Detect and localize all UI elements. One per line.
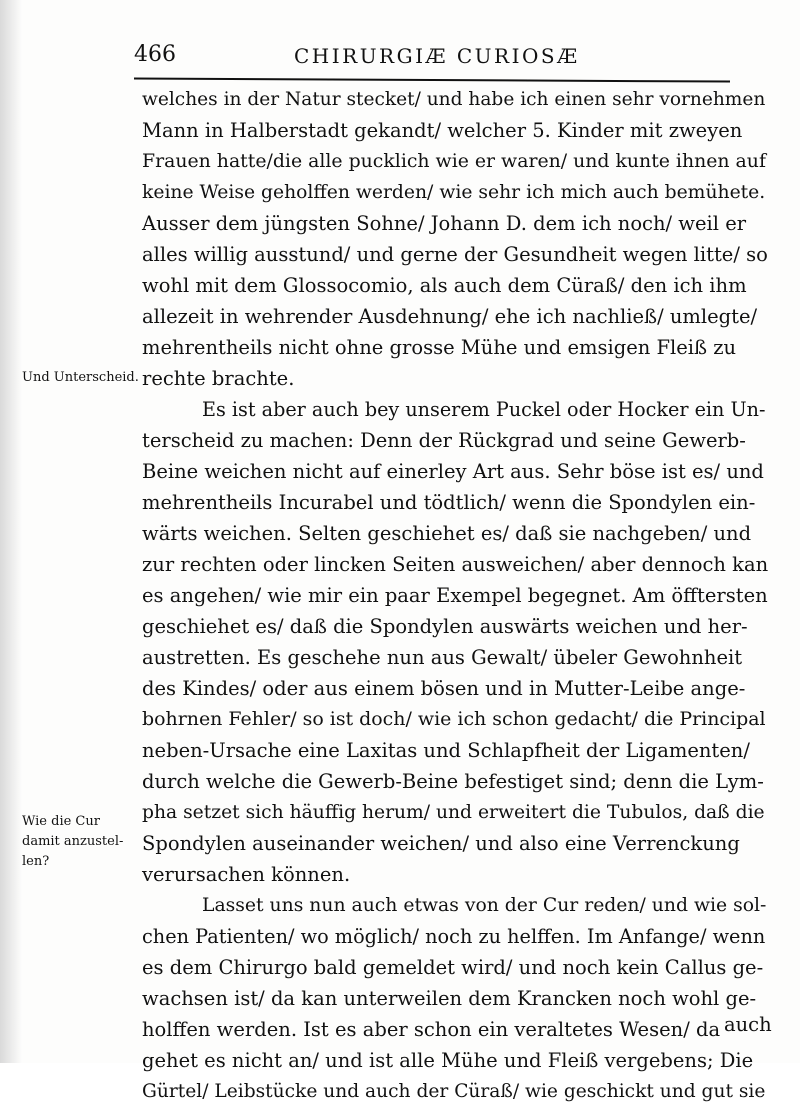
- text-line: des Kindes/ oder aus einem bösen und in Mutter-Leibe ange-: [142, 677, 746, 700]
- text-line: durch welche die Gewerb-Beine befestiget sind; denn die Lym-: [142, 770, 764, 793]
- text-line: Beine weichen nicht auf einerley Art aus. Sehr böse ist es/ und: [142, 460, 764, 483]
- text-line: mehrentheils Incurabel und tödtlich/ wenn die Spondylen ein-: [142, 491, 756, 514]
- margin-note: [22, 368, 140, 388]
- text-line: pha setzet sich häuffig herum/ und erweitert die Tubulos, daß die: [142, 802, 765, 823]
- text-line: Spondylen auseinander weichen/ und also eine Verrenckung: [142, 832, 740, 855]
- text-line: wachsen ist/ da kan unterweilen dem Krancken noch wohl ge-: [142, 987, 757, 1010]
- text-line: Gürtel/ Leibstücke und auch der Cüraß/ wie geschickt und gut sie: [142, 1081, 766, 1102]
- margin-note: [22, 812, 140, 872]
- text-line: rechte brachte.: [142, 367, 295, 390]
- margin-note-line: Und Unterscheid.: [22, 370, 139, 385]
- text-line: Ausser dem jüngsten Sohne/ Johann D. dem ich noch/ weil er: [142, 212, 747, 235]
- text-line: Frauen hatte/die alle pucklich wie er waren/ und kunte ihnen auf: [142, 150, 766, 172]
- text-line: allezeit in wehrender Ausdehnung/ ehe ich nachließ/ umlegte/: [142, 305, 758, 328]
- text-line: chen Patienten/ wo möglich/ noch zu helffen. Im Anfange/ wenn: [142, 925, 766, 948]
- margin-note-line: len?: [22, 854, 50, 869]
- text-line: zur rechten oder lincken Seiten ausweichen/ aber dennoch kan: [142, 553, 769, 576]
- page-header: [134, 38, 734, 78]
- text-line: holffen werden. Ist es aber schon ein veraltetes Wesen/ da: [142, 1018, 721, 1041]
- text-line: mehrentheils nicht ohne grosse Mühe und emsigen Fleiß zu: [142, 336, 737, 359]
- catchword: auch: [724, 1013, 772, 1036]
- text-line: keine Weise geholffen werden/ wie sehr ich mich auch bemühete.: [142, 182, 766, 203]
- text-line: neben-Ursache eine Laxitas und Schlapfheit der Ligamenten/: [142, 739, 750, 762]
- text-line: es dem Chirurgo bald gemeldet wird/ und noch kein Callus ge-: [142, 956, 764, 979]
- header-rule: [134, 77, 730, 82]
- running-head: CHIRURGIÆ CURIOSÆ: [294, 44, 580, 68]
- text-line: austretten. Es geschehe nun aus Gewalt/ übeler Gewohnheit: [142, 646, 743, 669]
- text-line: verursachen können.: [142, 863, 351, 886]
- text-line: bohrnen Fehler/ so ist doch/ wie ich schon gedacht/ die Principal: [142, 708, 766, 730]
- text-line: geschiehet es/ daß die Spondylen auswärts weichen und her-: [142, 615, 748, 638]
- margin-note-line: Wie die Cur: [22, 814, 100, 829]
- body-text: [142, 84, 772, 1107]
- text-line: Lasset uns nun auch etwas von der Cur reden/ und wie sol-: [202, 895, 767, 916]
- text-line: wohl mit dem Glossocomio, als auch dem Cüraß/ den ich ihm: [142, 274, 747, 297]
- text-line: gehet es nicht an/ und ist alle Mühe und Fleiß vergebens; Die: [142, 1049, 754, 1072]
- text-line: wärts weichen. Selten geschiehet es/ daß sie nachgeben/ und: [142, 522, 752, 545]
- text-line: Mann in Halberstadt gekandt/ welcher 5. Kinder mit zweyen: [142, 119, 743, 142]
- text-line: terscheid zu machen: Denn der Rückgrad und seine Gewerb-: [142, 429, 746, 452]
- text-line: welches in der Natur stecket/ und habe ich einen sehr vornehmen: [142, 89, 766, 110]
- text-line: es angehen/ wie mir ein paar Exempel begegnet. Am öfftersten: [142, 584, 768, 607]
- page-number: 466: [134, 42, 176, 67]
- page-gutter-shadow: [0, 0, 22, 1063]
- margin-note-line: damit anzustel-: [22, 834, 124, 849]
- text-line: Es ist aber auch bey unserem Puckel oder Hocker ein Un-: [202, 398, 766, 421]
- text-line: alles willig ausstund/ und gerne der Gesundheit wegen litte/ so: [142, 243, 768, 266]
